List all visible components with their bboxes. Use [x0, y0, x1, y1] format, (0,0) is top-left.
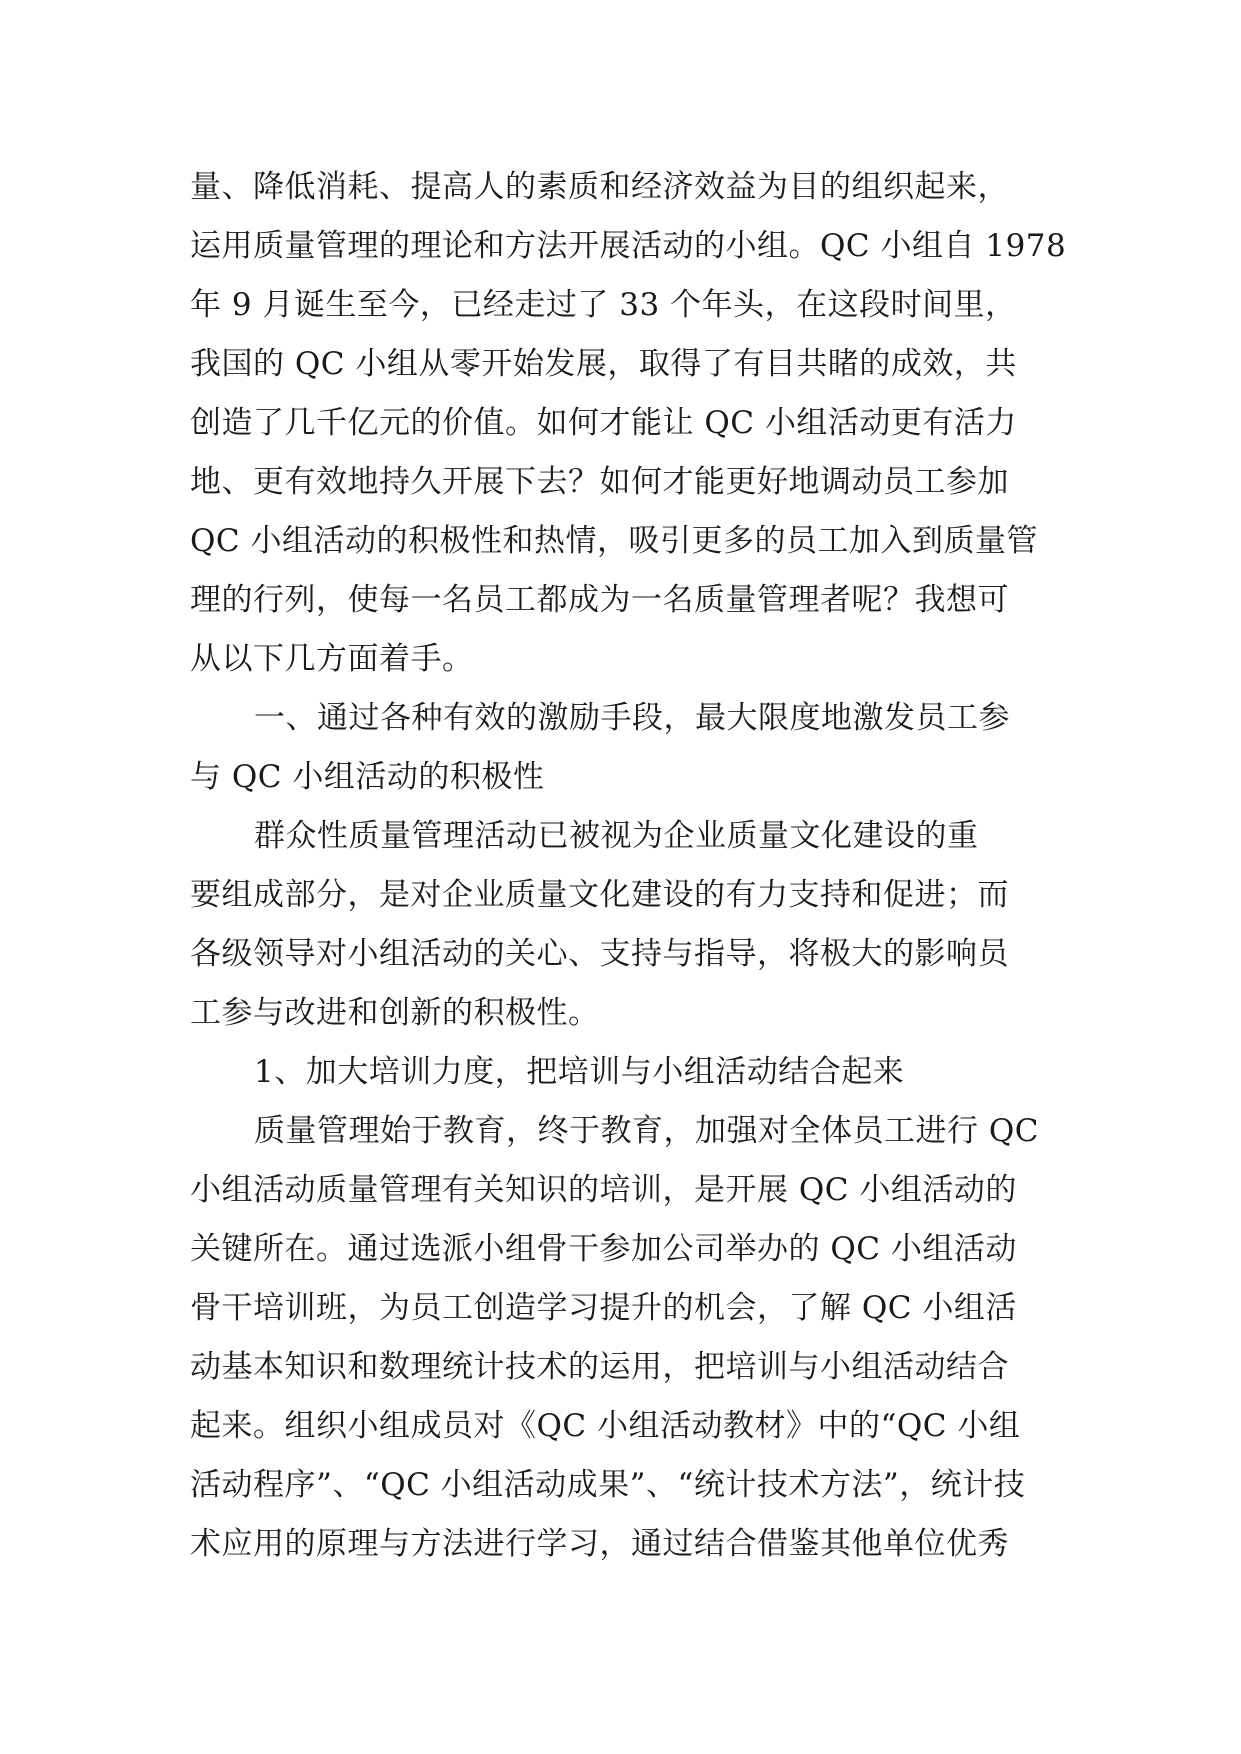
- text-line: 群众性质量管理活动已被视为企业质量文化建设的重: [254, 818, 979, 854]
- text-line: 关键所在。通过选派小组骨干参加公司举办的 QC 小组活动: [190, 1231, 1017, 1267]
- text-line: 要组成部分，是对企业质量文化建设的有力支持和促进；而: [190, 877, 1009, 913]
- text-line: 年 9 月诞生至今，已经走过了 33 个年头，在这段时间里，: [190, 287, 1017, 323]
- text-line: 地、更有效地持久开展下去？如何才能更好地调动员工参加: [190, 464, 1009, 500]
- text-line: QC 小组活动的积极性和热情，吸引更多的员工加入到质量管: [190, 523, 1038, 559]
- text-line: 动基本知识和数理统计技术的运用，把培训与小组活动结合: [190, 1349, 1009, 1385]
- text-line: 1、加大培训力度，把培训与小组活动结合起来: [254, 1054, 905, 1090]
- text-line: 创造了几千亿元的价值。如何才能让 QC 小组活动更有活力: [190, 405, 1017, 441]
- text-line: 活动程序”、“QC 小组活动成果”、“统计技术方法”，统计技: [190, 1467, 1026, 1503]
- text-line: 质量管理始于教育，终于教育，加强对全体员工进行 QC: [254, 1113, 1039, 1149]
- text-line: 起来。组织小组成员对《QC 小组活动教材》中的“QC 小组: [190, 1408, 1021, 1444]
- text-line: 术应用的原理与方法进行学习，通过结合借鉴其他单位优秀: [190, 1526, 1009, 1562]
- text-line: 从以下几方面着手。: [190, 641, 474, 677]
- text-line: 我国的 QC 小组从零开始发展，取得了有目共睹的成效，共: [190, 346, 1017, 382]
- text-line: 工参与改进和创新的积极性。: [190, 995, 600, 1031]
- text-line: 量、降低消耗、提高人的素质和经济效益为目的组织起来，: [190, 169, 1009, 205]
- text-line: 运用质量管理的理论和方法开展活动的小组。QC 小组自 1978: [190, 228, 1067, 264]
- text-line: 小组活动质量管理有关知识的培训，是开展 QC 小组活动的: [190, 1172, 1017, 1208]
- body-text: [190, 158, 1070, 1574]
- text-line: 理的行列，使每一名员工都成为一名质量管理者呢？我想可: [190, 582, 1009, 618]
- text-line: 各级领导对小组活动的关心、支持与指导，将极大的影响员: [190, 936, 1009, 972]
- text-line: 一、通过各种有效的激励手段，最大限度地激发员工参: [254, 700, 1010, 736]
- text-line: 骨干培训班，为员工创造学习提升的机会，了解 QC 小组活: [190, 1290, 1017, 1326]
- text-line: 与 QC 小组活动的积极性: [190, 759, 545, 795]
